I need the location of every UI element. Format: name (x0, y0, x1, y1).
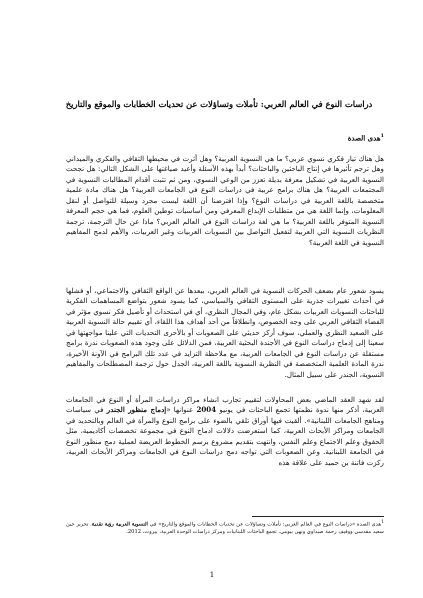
paragraph-3-part-1: لقد شهد العقد الماضي بعض المحاولات لتقييم تجارب انشاء مراكز دراسات المرأة أو النوع في الجامعات العربية، أذكر منها ندوة نظمتها تجمع الباحثات في يونيو (66, 395, 384, 415)
paragraph-3-symposium-title: إدماج منظور الجندر (106, 405, 167, 415)
paragraph-3-part-2: عنوانها « (166, 405, 197, 415)
footnote-lead: هدى الصدة «دراسات النوع في العالم العربي: تأملات وتساؤلات عن تحديات الخطابات والموقع والتاريخ» في (148, 521, 382, 528)
article-title: دراسات النوع في العالم العربي: تأملات وتساؤلات عن تحديات الخطابات والموقع والتاريخ (65, 99, 373, 109)
page-number: 1 (209, 570, 215, 579)
footnote-separator (252, 516, 384, 517)
paragraph-3-text (66, 395, 384, 468)
paragraph-2 (66, 286, 384, 391)
author-name: هدى الصدة (347, 133, 381, 143)
footnote (66, 519, 384, 537)
footnote-marker: 1 (381, 520, 384, 525)
author-line (280, 131, 384, 143)
paragraph-3-year: 2004 (196, 405, 217, 415)
paragraph-3 (66, 395, 384, 510)
paragraph-2-text: يسود شعور عام بضعف الحركات النسوية في العالم العربي، ببعدها عن الواقع الثقافي والاجتماعي، أو فشلها في أحداث تغييرات جذرية على المستوى الثقافي والسياسي، كما يسود شعور بتواضع المساهمات الفكرية للباحثات النسويات العربيات بشكل عام، وفي المجال النظري، أي في استحداث أو تأصيل فكر نسوي مؤثر في الفضاء الثقافي العربي على وجه الخصوص، وانطلاقاً من أحد أهداف هذا اللقاء، أي تقييم حالة النسوية العربية على الصعيد النظري والعملي، سوف أركز حديثي على الصعوبات أو بالأحرى التحديات التي علينا مواجهتها في سعينا إلى إدماج دراسات النوع في الأجندة البحثية العربية، فمن الدلائل على وجود هذه الصعوبات ندرة برامج مستقلة عن دراسات النوع في الجامعات العربية، مع ملاحظة التزايد في عدد تلك البرامج في الآونة الأخيرة، ندرة المادة العلمية المتخصصة في النظرية النسوية باللغة العربية، الجدل حول ترجمة المصطلحات والمفاهيم النسوية، الجندر على سبيل المثال. (66, 286, 384, 379)
author-footnote-marker[interactable]: 1 (380, 133, 384, 139)
footnote-book-title: النسوية العربية رؤية نقدية (91, 521, 148, 528)
paragraph-1 (66, 154, 384, 280)
footnote-tail: . تحرير جين سعيد مقدسي ووفيف رحمة صيداوي ونهى بيومي. تجمع الباحثات اللبنانيات ومركز دراسات الوحدة العربية، بيروت، 2012. (66, 521, 384, 536)
paragraph-3-part-3: في سياسات ومناهج الجامعات اللبنانية». ألقيت فيها أوراق تلقي بالضوء على برامج النوع والمرأة في العالم وبالتحديد في الجامعات ومراكز الأبحاث العربية، كما استعرضت دلالات ادماج النوع في مجموعة تخصصات أكاديمية، مثل الحقوق وعلم الاجتماع وعلم النفس، وانتهت بتقديم مشروع برسم الخطوط العريضة لعملية دمج منظور النوع في الجامعة اللبنانية. وعن الصعوبات التي تواجه دمج دراسات النوع في الجامعات ومراكز الأبحاث العربية، ركزت فاتنة بن حميد على علاقة هذه (66, 405, 384, 467)
paragraph-1-text: هل هناك تيار فكري نسوي عربي؟ ما هي النسوية العربية؟ وهل أثرت في محيطها الثقافي والفكري والميداني وهل ترجم تأثيرها في إنتاج الباحثين والباحثات؟ أبدأ بهذه الأسئلة وأعيد صياغتها على الشكل التالي: هل نجحت النسوية العربية في تشكيل معرفة بديلة تعزز من الوعي النسوي، ومن ثم تثبت أقدام المطالبات النسوية في المجتمعات العربية؟ هل هناك برامج عربية في دراسات النوع في الجامعات العربية؟ هل هناك مادة علمية متخصصة باللغة العربية في دراسات النوع؟ وإذا افترضنا أن اللغة ليست مجرد وسيلة للتواصل أو لنقل المعلومات، وإنما اللغة هي من متطلبات الإبداع المعرفي ومن أساسيات توطين العلوم، فما هي حجم المعرفة النسوية المتوفر باللغة العربية؟ ما هي لغة دراسات النوع في العالم العربي؟ ماذا عن حال الترجمة، ترجمة النظريات النسوية التي العربية لتفعيل التواصل بين النسويات العربيات وغير العربيات، والأهم لدمج المفاهيم النسوية في اللغة العربية؟ (66, 154, 384, 247)
